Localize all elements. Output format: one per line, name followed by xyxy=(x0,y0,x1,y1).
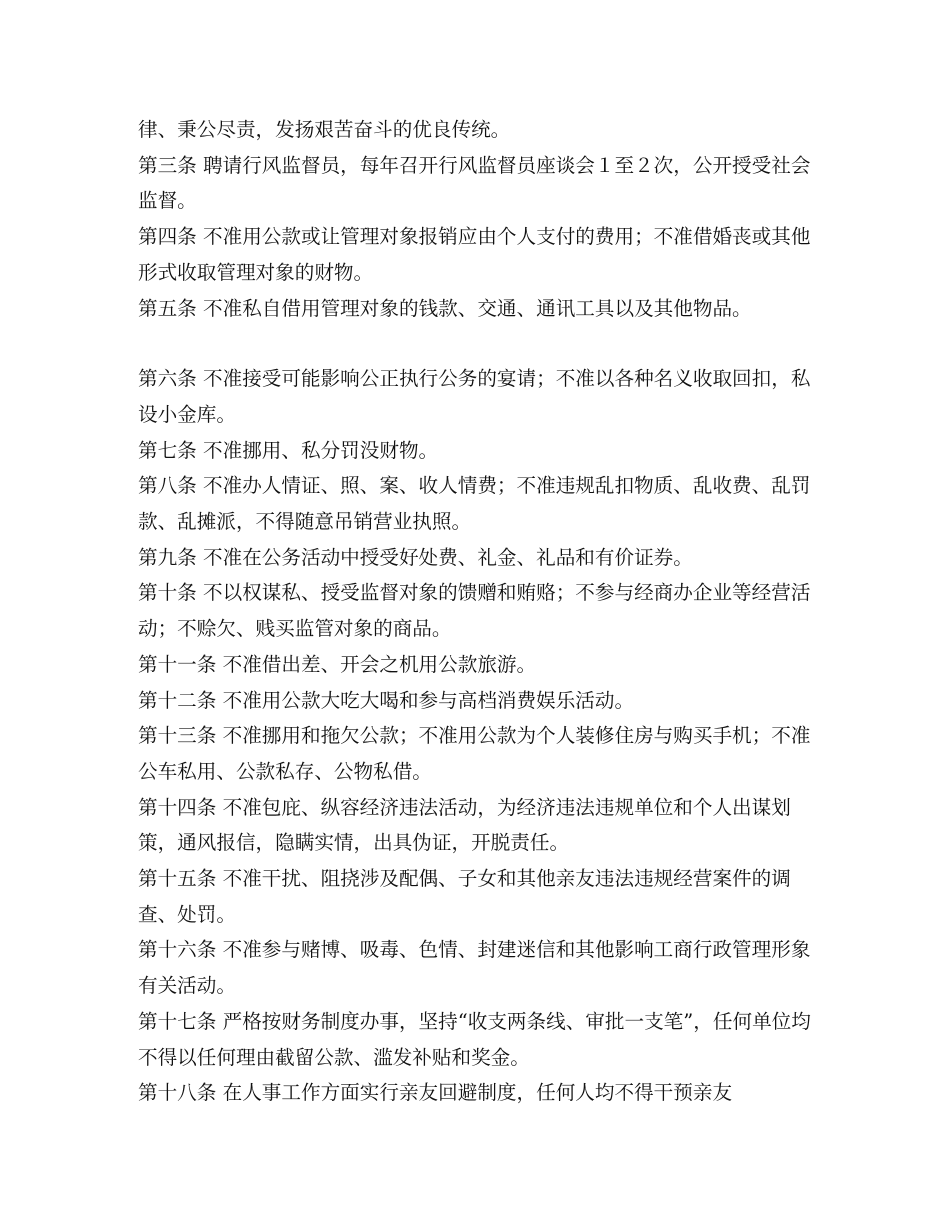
article-8: 第八条 不准办人情证、照、案、收人情费；不准违规乱扣物质、乱收费、乱罚款、乱摊派，不得随意吊销营业执照。 xyxy=(138,474,811,534)
article-11: 第十一条 不准借出差、开会之机用公款旅游。 xyxy=(138,652,537,676)
article-16: 第十六条 不准参与赌博、吸毒、色情、封建迷信和其他影响工商行政管理形象有关活动。 xyxy=(138,938,811,998)
article-7: 第七条 不准挪用、私分罚没财物。 xyxy=(138,438,439,462)
article-3: 第三条 聘请行风监督员，每年召开行风监督员座谈会１至２次，公开授受社会监督。 xyxy=(138,153,811,213)
article-15: 第十五条 不准干扰、阻挠涉及配偶、子女和其他亲友违法违规经营案件的调查、处罚。 xyxy=(138,867,791,926)
paragraph-continuation: 律、秉公尽责，发扬艰苦奋斗的优良传统。 xyxy=(138,118,511,141)
article-4: 第四条 不准用公款或让管理对象报销应由个人支付的费用；不准借婚丧或其他形式收取管理对象的财物。 xyxy=(138,225,811,284)
article-13: 第十三条 不准挪用和拖欠公款；不准用公款为个人装修住房与购买手机；不准公车私用、公款私存、公物私借。 xyxy=(138,724,811,783)
article-17: 第十七条 严格按财务制度办事，坚持“收支两条线、审批一支笔”，任何单位均不得以任何理由截留公款、滥发补贴和奖金。 xyxy=(138,1009,811,1069)
article-6: 第六条 不准接受可能影响公正执行公务的宴请；不准以各种名义收取回扣，私设小金库。 xyxy=(138,367,811,426)
article-14: 第十四条 不准包庇、纵容经济违法活动，为经济违法违规单位和个人出谋划策，通风报信，隐瞒实情，出具伪证，开脱责任。 xyxy=(138,795,791,855)
article-5: 第五条 不准私自借用管理对象的钱款、交通、通讯工具以及其他物品。 xyxy=(138,296,752,320)
article-10: 第十条 不以权谋私、授受监督对象的馈赠和贿赂；不参与经商办企业等经营活动；不赊欠、贱买监管对象的商品。 xyxy=(138,581,811,641)
article-12: 第十二条 不准用公款大吃大喝和参与高档消费娱乐活动。 xyxy=(138,688,635,712)
article-18: 第十八条 在人事工作方面实行亲友回避制度，任何人均不得干预亲友 xyxy=(138,1081,733,1105)
document-body xyxy=(138,112,828,1111)
article-9: 第九条 不准在公务活动中授受好处费、礼金、礼品和有价证券。 xyxy=(138,545,693,569)
